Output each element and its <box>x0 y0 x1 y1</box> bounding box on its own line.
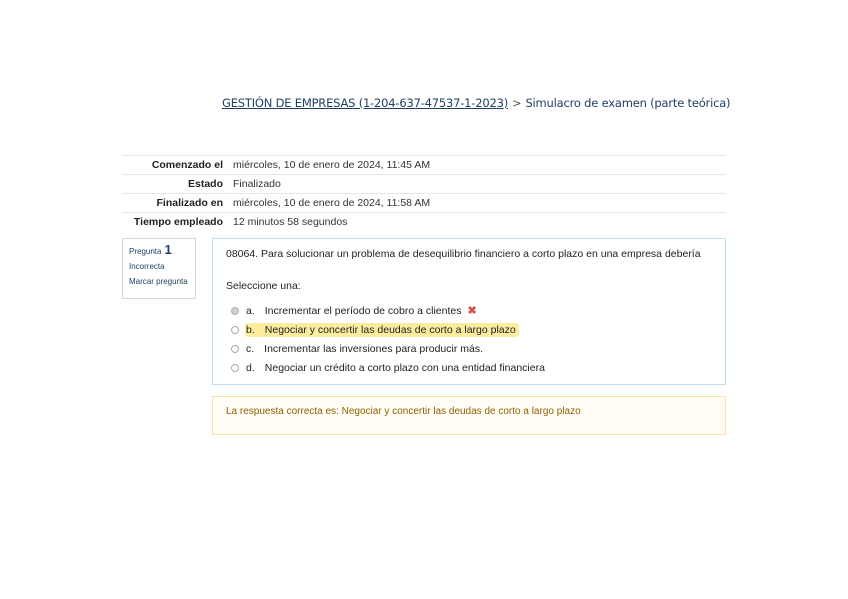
answer-option-c[interactable] <box>226 339 712 358</box>
question-number-row <box>129 243 189 257</box>
answer-option-body <box>245 361 548 375</box>
breadcrumb-separator: > <box>512 96 522 110</box>
breadcrumb-quiz-title: Simulacro de examen (parte teórica) <box>525 96 731 110</box>
radio-button-b[interactable] <box>231 326 239 334</box>
summary-row <box>122 156 726 175</box>
summary-label: Finalizado en <box>122 194 233 213</box>
radio-button-a[interactable] <box>231 307 239 315</box>
breadcrumb-course-link[interactable]: GESTIÓN DE EMPRESAS (1-204-637-47537-1-2023) <box>222 96 508 110</box>
option-letter: c. <box>246 342 255 355</box>
question-box <box>212 238 726 385</box>
summary-row <box>122 213 726 232</box>
option-text: Negociar un crédito a corto plazo con una entidad financiera <box>264 361 545 374</box>
question-status: Incorrecta <box>129 262 165 272</box>
option-text: Negociar y concertir las deudas de corto a largo plazo <box>264 323 516 336</box>
question-number: 1 <box>164 242 172 257</box>
option-text: Incrementar el período de cobro a clientes <box>264 304 462 317</box>
radio-button-d[interactable] <box>231 364 239 372</box>
question-text: 08064. Para solucionar un problema de desequilibrio financiero a corto plazo en una empresa debería <box>226 248 701 260</box>
answer-option-a[interactable] <box>226 301 712 320</box>
correct-answer-feedback <box>212 396 726 435</box>
question-label: Pregunta <box>129 247 162 256</box>
breadcrumb <box>222 96 752 110</box>
radio-button-c[interactable] <box>231 345 239 353</box>
close-icon: ✖ <box>467 305 477 317</box>
summary-value: miércoles, 10 de enero de 2024, 11:58 AM <box>233 194 726 213</box>
option-letter: b. <box>246 323 255 336</box>
answer-option-body <box>245 303 480 318</box>
option-text: Incrementar las inversiones para producir más. <box>264 342 484 355</box>
attempt-summary-table <box>122 155 726 231</box>
question-info-panel <box>122 238 196 299</box>
summary-label: Tiempo empleado <box>122 213 233 232</box>
answer-option-body <box>245 323 519 337</box>
summary-label: Estado <box>122 175 233 194</box>
option-letter: d. <box>246 361 255 374</box>
summary-row <box>122 194 726 213</box>
flag-question-link[interactable]: Marcar pregunta <box>129 277 188 287</box>
answer-option-body <box>245 342 486 356</box>
summary-value: Finalizado <box>233 175 726 194</box>
summary-label: Comenzado el <box>122 156 233 175</box>
answer-option-d[interactable] <box>226 358 712 377</box>
answer-prompt: Seleccione una: <box>226 280 301 292</box>
option-letter: a. <box>246 304 255 317</box>
feedback-text: La respuesta correcta es: Negociar y concertir las deudas de corto a largo plazo <box>226 406 581 417</box>
answer-option-b[interactable] <box>226 320 712 339</box>
summary-value: miércoles, 10 de enero de 2024, 11:45 AM <box>233 156 726 175</box>
summary-row <box>122 175 726 194</box>
summary-value: 12 minutos 58 segundos <box>233 213 726 232</box>
